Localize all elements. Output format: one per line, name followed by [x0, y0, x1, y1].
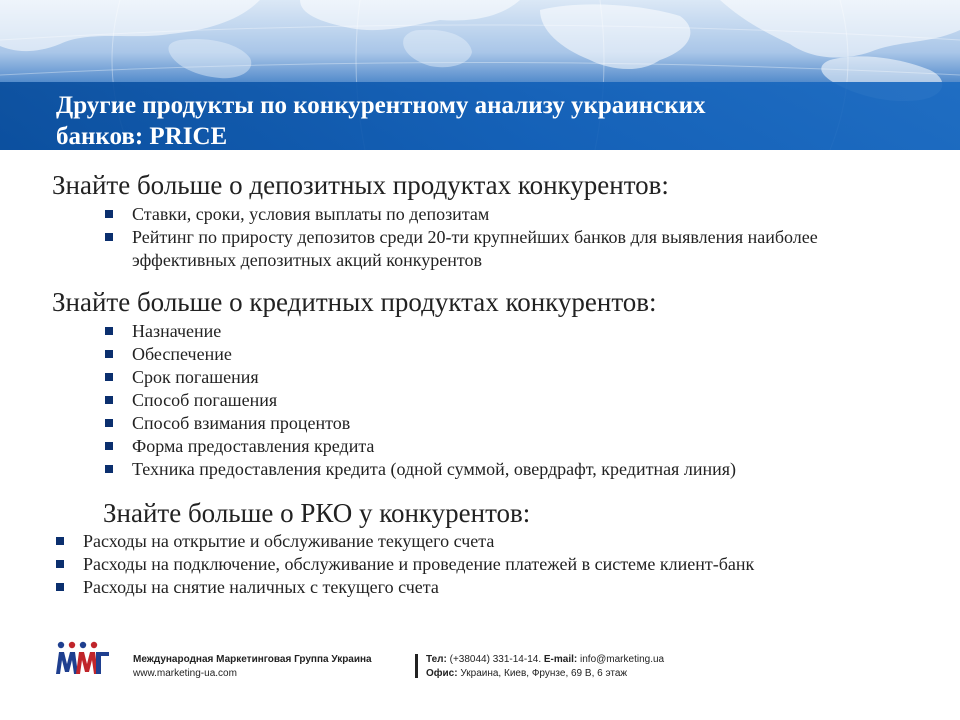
section-heading-rko: Знайте больше о РКО у конкурентов:	[103, 498, 531, 528]
square-bullet-icon	[105, 327, 113, 335]
section-heading-deposits: Знайте больше о депозитных продуктах конкурентов:	[52, 170, 669, 200]
office-address: Украина, Киев, Фрунзе, 69 В, 6 этаж	[460, 668, 628, 679]
square-bullet-icon	[105, 233, 113, 241]
list-item: Рейтинг по приросту депозитов среди 20-ти крупнейших банков для выявления наиболее эффективных депозитных акций конкурентов	[105, 226, 885, 272]
mmg-logo	[54, 640, 110, 678]
list-item: Расходы на снятие наличных с текущего счета	[56, 576, 936, 599]
square-bullet-icon	[105, 396, 113, 404]
phone-label: Тел:	[426, 654, 447, 665]
list-item: Способ взимания процентов	[105, 412, 905, 435]
list-item: Расходы на открытие и обслуживание текущего счета	[56, 530, 936, 553]
square-bullet-icon	[56, 583, 64, 591]
square-bullet-icon	[56, 537, 64, 545]
slide-title-line-1: Другие продукты по конкурентному анализу украинских	[56, 92, 706, 119]
square-bullet-icon	[105, 465, 113, 473]
slide-title-line-2: банков: PRICE	[56, 123, 228, 150]
square-bullet-icon	[105, 373, 113, 381]
section-heading-credits: Знайте больше о кредитных продуктах конкурентов:	[52, 287, 657, 317]
square-bullet-icon	[105, 350, 113, 358]
list-item: Форма предоставления кредита	[105, 435, 905, 458]
footer-company-name: Международная Маркетинговая Группа Украина	[133, 654, 372, 665]
email-address: info@marketing.ua	[580, 654, 665, 665]
list-item: Расходы на подключение, обслуживание и проведение платежей в системе клиент-банк	[56, 553, 936, 576]
deposits-list	[105, 203, 885, 272]
footer-office	[426, 668, 627, 679]
credits-list	[105, 320, 905, 481]
square-bullet-icon	[105, 210, 113, 218]
square-bullet-icon	[105, 442, 113, 450]
list-item: Обеспечение	[105, 343, 905, 366]
office-label: Офис:	[426, 668, 458, 679]
rko-list	[56, 530, 936, 599]
square-bullet-icon	[56, 560, 64, 568]
email-label: E-mail:	[543, 654, 578, 665]
square-bullet-icon	[105, 419, 113, 427]
list-item: Срок погашения	[105, 366, 905, 389]
list-item: Ставки, сроки, условия выплаты по депозитам	[105, 203, 885, 226]
list-item: Назначение	[105, 320, 905, 343]
footer-website: www.marketing-ua.com	[133, 668, 237, 679]
list-item: Способ погашения	[105, 389, 905, 412]
list-item: Техника предоставления кредита (одной суммой, овердрафт, кредитная линия)	[105, 458, 905, 481]
slide-title	[56, 90, 916, 152]
phone-number: (+38044) 331-14-14.	[449, 654, 542, 665]
footer-contacts	[426, 654, 664, 665]
footer-divider	[415, 654, 418, 678]
